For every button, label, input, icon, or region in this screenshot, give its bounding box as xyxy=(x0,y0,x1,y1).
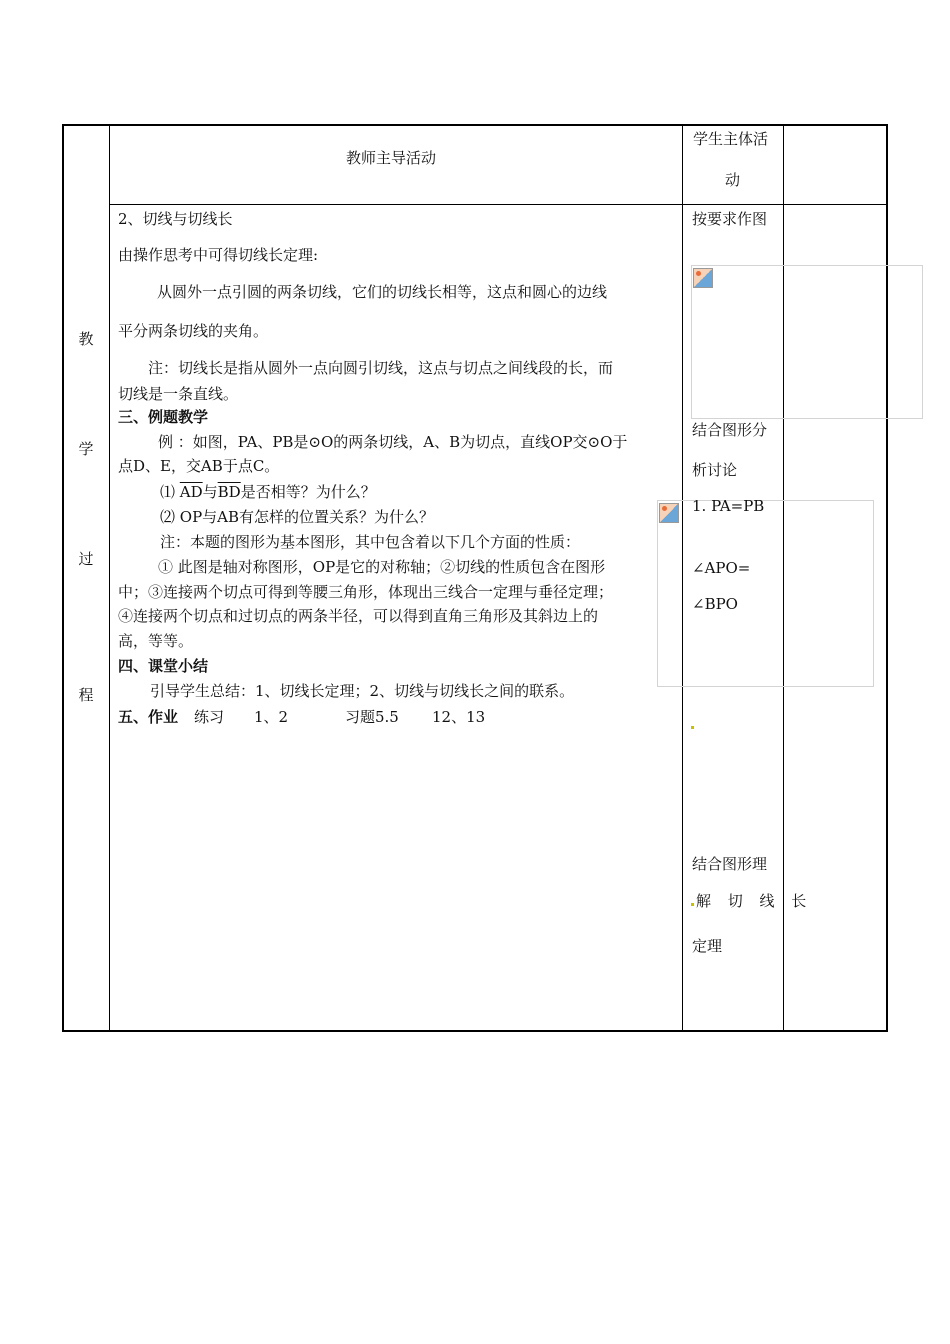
draw-per-requirement: 按要求作图 xyxy=(692,210,768,228)
header-row-divider xyxy=(109,204,888,205)
broken-image-icon xyxy=(693,268,713,288)
theorem-line-1: 从圆外一点引圆的两条切线，它们的切线长相等，这点和圆心的边线 xyxy=(157,283,608,301)
note-line-1: 注：切线长是指从圆外一点向圆引切线，这点与切点之间线段的长，而 xyxy=(148,359,614,377)
example-line-1: 例 ：如图，PA、PB是⊙O的两条切线，A、B为切点，直线OP交⊙O于 xyxy=(158,433,628,451)
side-label-char: 程 xyxy=(78,686,94,704)
homework-exercise-items: 12、13 xyxy=(432,708,486,726)
table-right-border xyxy=(886,124,888,1032)
side-label-char: 学 xyxy=(78,440,94,458)
section-2-title: 2、切线与切线长 xyxy=(118,210,233,228)
student-column-header-line1: 学生主体活 xyxy=(693,130,769,148)
section-4-title: 四、课堂小结 xyxy=(118,657,209,675)
figure-1-frame xyxy=(691,265,923,419)
theorem-line-2: 平分两条切线的夹角。 xyxy=(118,322,269,340)
analyze-line-2: 析讨论 xyxy=(692,461,738,479)
stray-dot xyxy=(691,903,694,906)
homework-practice-items: 1、2 xyxy=(254,708,289,726)
teacher-column-header: 教师主导活动 xyxy=(346,149,437,167)
student-column-header-line2: 动 xyxy=(725,171,741,189)
table-top-border xyxy=(62,124,888,126)
note-line-2: 切线是一条直线。 xyxy=(118,385,239,403)
homework-exercise-label: 习题5.5 xyxy=(345,708,399,726)
question-1-suffix: 是否相等？为什么？ xyxy=(240,483,376,501)
note2-line-4: ④连接两个切点和过切点的两条半径，可以得到直角三角形及其斜边上的 xyxy=(118,607,599,625)
answer-item-1: 1. PA=PB xyxy=(692,497,765,515)
question-2: ⑵ OP与AB有怎样的位置关系？为什么？ xyxy=(160,508,435,526)
table-left-border xyxy=(62,124,64,1032)
note2-line-1: 注：本题的图形为基本图形，其中包含着以下几个方面的性质： xyxy=(160,533,581,551)
analyze-line-1: 结合图形分 xyxy=(692,421,768,439)
understand-line-2: 解 切 线 长 xyxy=(696,892,813,910)
figure-2-frame xyxy=(657,500,874,687)
table-bottom-border xyxy=(62,1030,888,1032)
arc-ad: $\overline{AD}$ xyxy=(179,483,203,501)
note2-line-2: ① 此图是轴对称图形，OP是它的对称轴；②切线的性质包含在图形 xyxy=(158,558,606,576)
theorem-intro: 由操作思考中可得切线长定理: xyxy=(118,246,319,264)
example-line-2: 点D、E，交AB于点C。 xyxy=(118,457,280,475)
question-1-prefix: ⑴ xyxy=(160,483,180,501)
question-1 xyxy=(160,481,376,503)
angle-line-2: ∠BPO xyxy=(692,595,738,613)
section-5-title: 五、作业 xyxy=(118,708,179,726)
homework-practice-label: 练习 xyxy=(194,708,225,726)
stray-dot xyxy=(691,726,694,729)
col-divider-1 xyxy=(109,124,110,1032)
side-label-char: 过 xyxy=(78,550,94,568)
question-1-mid: 与 xyxy=(202,483,218,501)
note2-line-5: 高，等等。 xyxy=(118,632,194,650)
summary-text: 引导学生总结：1、切线长定理；2、切线与切线长之间的联系。 xyxy=(150,682,575,700)
broken-image-icon xyxy=(659,503,679,523)
understand-line-3: 定理 xyxy=(692,937,723,955)
section-3-title: 三、例题教学 xyxy=(118,408,209,426)
note2-line-3: 中；③连接两个切点可得到等腰三角形，体现出三线合一定理与垂径定理； xyxy=(118,583,614,601)
side-label-char: 教 xyxy=(78,330,94,348)
arc-bd: $\overline{BD}$ xyxy=(217,483,241,501)
angle-line-1: ∠APO= xyxy=(692,559,751,577)
understand-line-1: 结合图形理 xyxy=(692,855,768,873)
